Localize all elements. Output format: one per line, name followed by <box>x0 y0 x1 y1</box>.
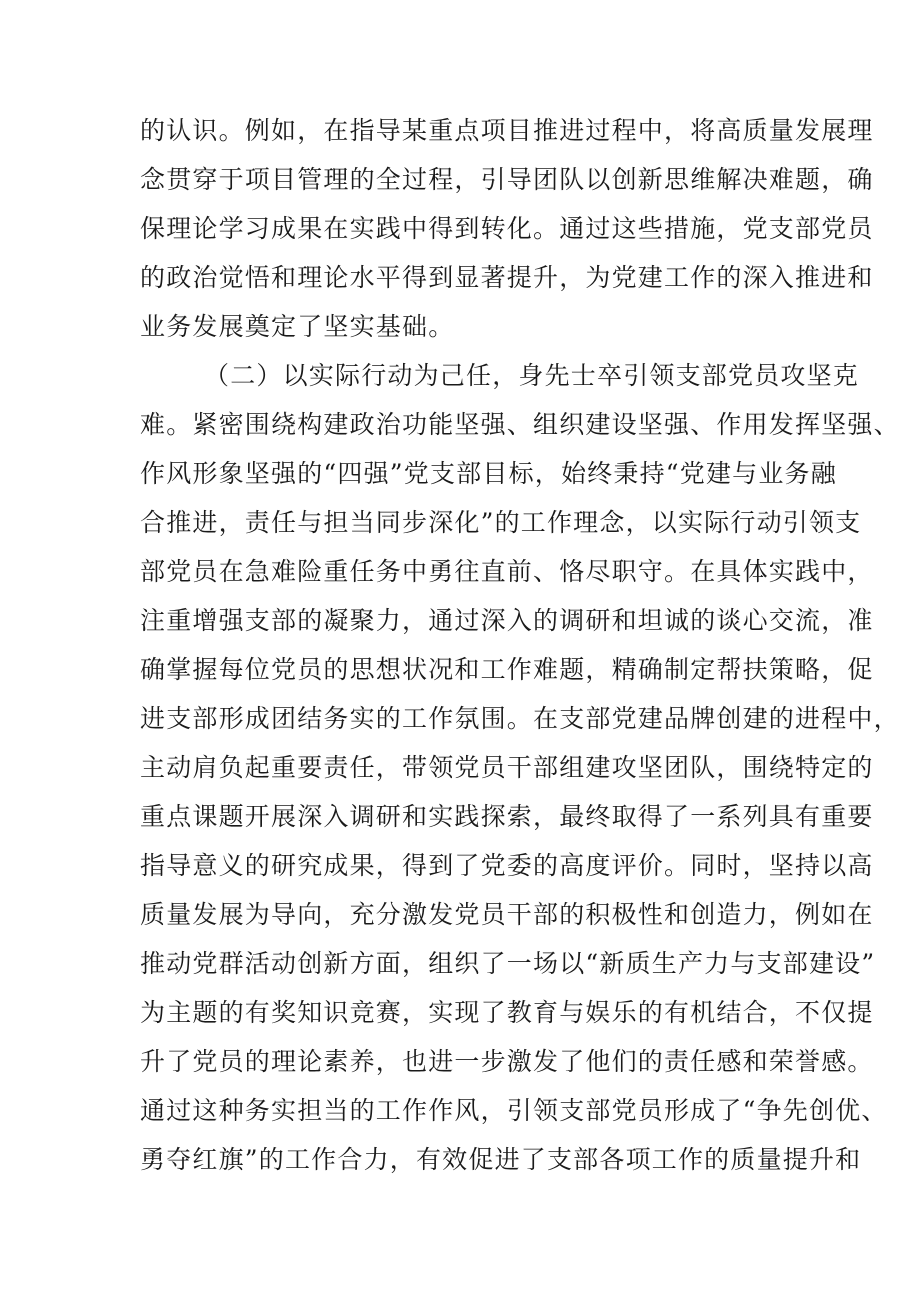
paragraph-line: 指导意义的研究成果，得到了党委的高度评价。同时，坚持以高 <box>140 851 874 880</box>
paragraph-line: 通过这种务实担当的工作作风，引领支部党员形成了“争先创优、 <box>140 1096 888 1125</box>
paragraph-line: 的认识。例如，在指导某重点项目推进过程中，将高质量发展理 <box>140 116 874 145</box>
paragraph-line: 为主题的有奖知识竞赛，实现了教育与娱乐的有机结合，不仅提 <box>140 998 874 1027</box>
section-heading-line: （二）以实际行动为己任，身先士卒引领支部党员攻坚克 <box>204 361 860 390</box>
paragraph-line: 质量发展为导向，充分激发党员干部的积极性和创造力，例如在 <box>140 900 874 929</box>
paragraph-line: 推动党群活动创新方面，组织了一场以“新质生产力与支部建设” <box>140 949 876 978</box>
paragraph-line: 业务发展奠定了坚实基础。 <box>140 312 455 341</box>
paragraph-2 <box>140 351 900 1184</box>
paragraph-line: 注重增强支部的凝聚力，通过深入的调研和坦诚的谈心交流，准 <box>140 606 874 635</box>
paragraph-line: 部党员在急难险重任务中勇往直前、恪尽职守。在具体实践中， <box>140 557 874 586</box>
paragraph-line: 升了党员的理论素养，也进一步激发了他们的责任感和荣誉感。 <box>140 1047 874 1076</box>
paragraph-line: 念贯穿于项目管理的全过程，引导团队以创新思维解决难题，确 <box>140 165 874 194</box>
paragraph-line: 合推进，责任与担当同步深化”的工作理念，以实际行动引领支 <box>140 508 862 537</box>
paragraph-line: 主动肩负起重要责任，带领党员干部组建攻坚团队，围绕特定的 <box>140 753 874 782</box>
paragraph-line: 难。紧密围绕构建政治功能坚强、组织建设坚强、作用发挥坚强、 <box>140 410 900 439</box>
paragraph-line: 作风形象坚强的“四强”党支部目标，始终秉持“党建与业务融 <box>140 459 837 488</box>
paragraph-1 <box>140 106 874 351</box>
paragraph-line: 重点课题开展深入调研和实践探索，最终取得了一系列具有重要 <box>140 802 874 831</box>
paragraph-line: 进支部形成团结务实的工作氛围。在支部党建品牌创建的进程中， <box>140 704 900 733</box>
paragraph-line: 的政治觉悟和理论水平得到显著提升，为党建工作的深入推进和 <box>140 263 874 292</box>
paragraph-line: 确掌握每位党员的思想状况和工作难题，精确制定帮扶策略，促 <box>140 655 874 684</box>
paragraph-line: 保理论学习成果在实践中得到转化。通过这些措施，党支部党员 <box>140 214 874 243</box>
paragraph-line: 勇夺红旗”的工作合力，有效促进了支部各项工作的质量提升和 <box>140 1145 862 1174</box>
